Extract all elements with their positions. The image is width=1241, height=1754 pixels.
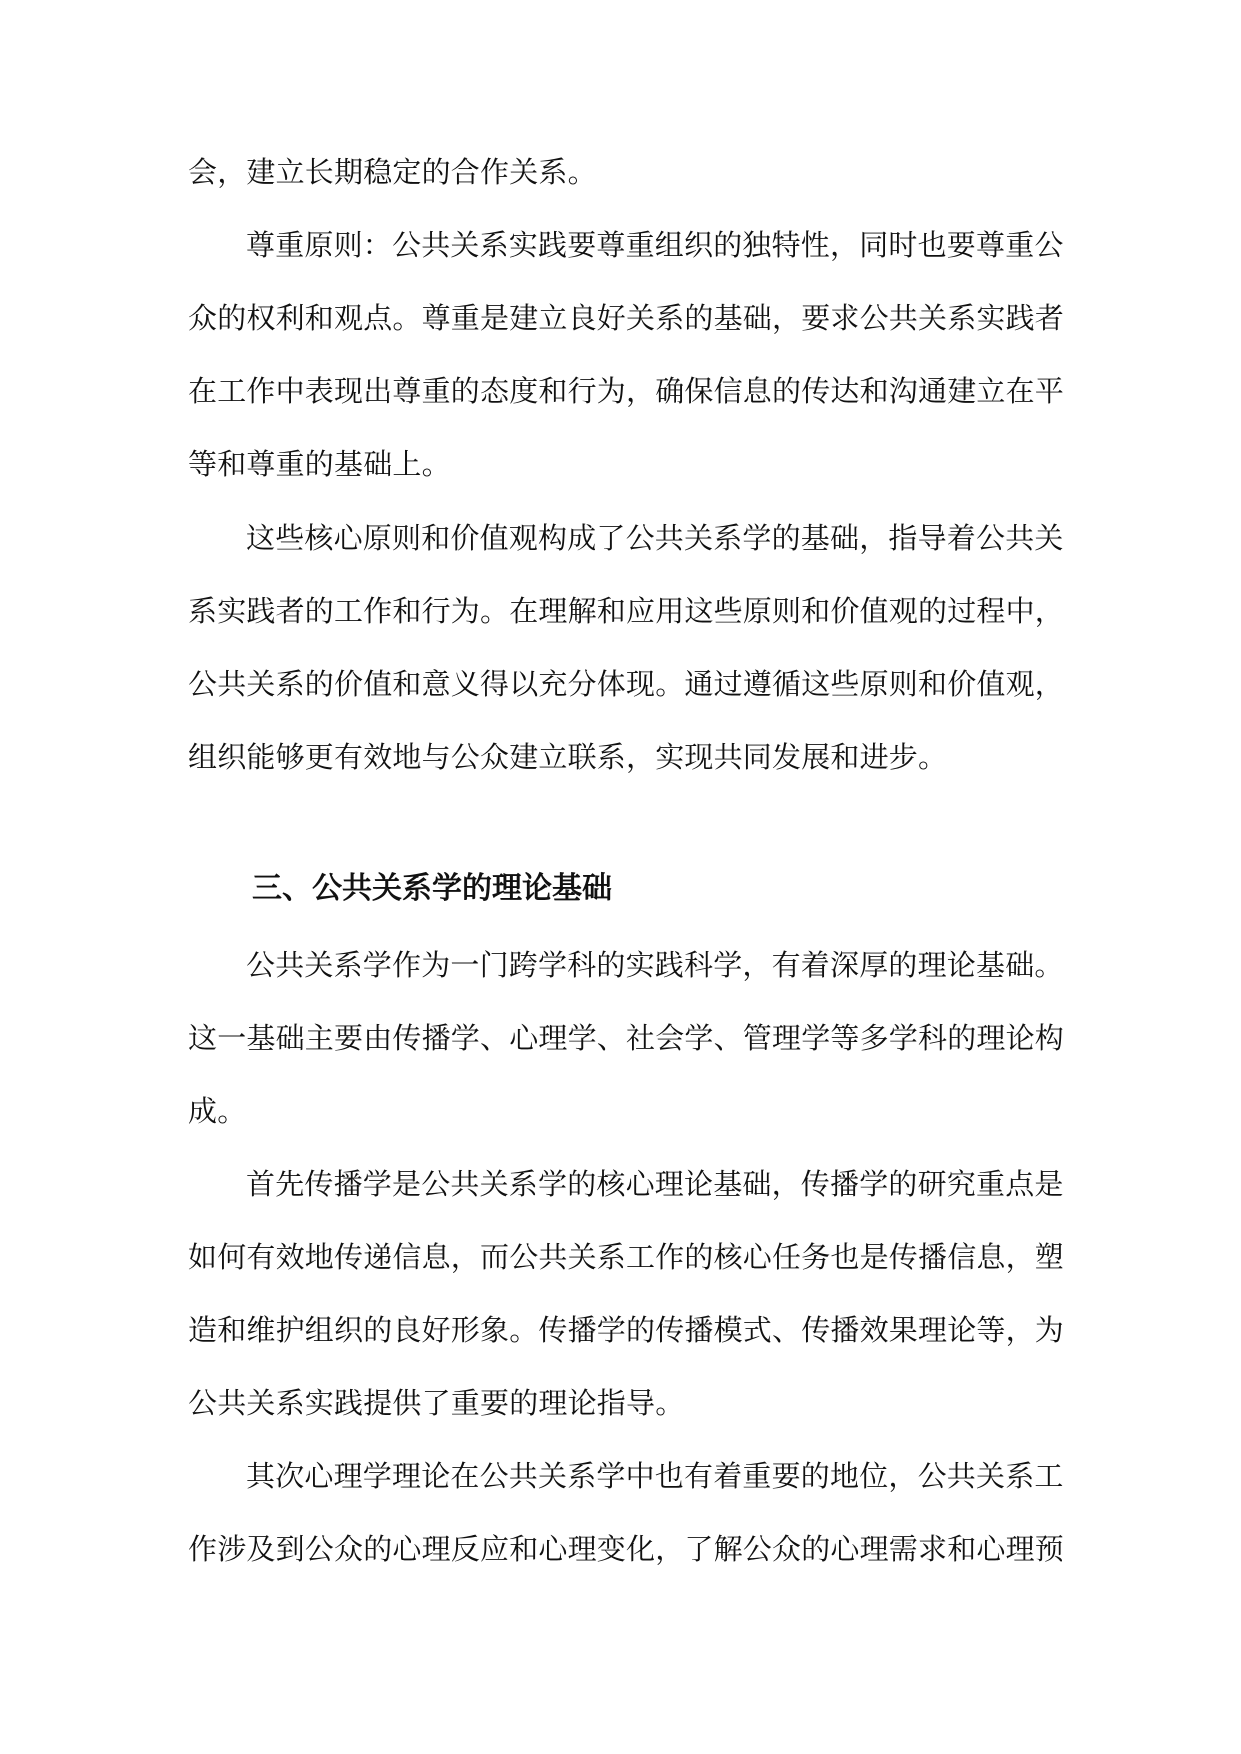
- paragraph-line: 在工作中表现出尊重的态度和行为，确保信息的传达和沟通建立在平: [188, 374, 1065, 408]
- section-heading: 三、公共关系学的理论基础: [252, 871, 612, 906]
- paragraph-line: 组织能够更有效地与公众建立联系，实现共同发展和进步。: [188, 740, 948, 774]
- paragraph-line: 会，建立长期稳定的合作关系。: [188, 155, 597, 189]
- paragraph-line: 众的权利和观点。尊重是建立良好关系的基础，要求公共关系实践者: [188, 301, 1065, 335]
- paragraph-line: 作涉及到公众的心理反应和心理变化，了解公众的心理需求和心理预: [188, 1532, 1065, 1566]
- paragraph-line: 造和维护组织的良好形象。传播学的传播模式、传播效果理论等，为: [188, 1313, 1065, 1347]
- paragraph-line: 尊重原则：公共关系实践要尊重组织的独特性，同时也要尊重公: [246, 228, 1064, 262]
- paragraph-line: 公共关系的价值和意义得以充分体现。通过遵循这些原则和价值观，: [188, 667, 1065, 701]
- paragraph-line: 公共关系学作为一门跨学科的实践科学，有着深厚的理论基础。: [246, 948, 1064, 982]
- paragraph-line: 系实践者的工作和行为。在理解和应用这些原则和价值观的过程中，: [188, 594, 1065, 628]
- paragraph-line: 等和尊重的基础上。: [188, 447, 451, 481]
- paragraph-line: 其次心理学理论在公共关系学中也有着重要的地位，公共关系工: [246, 1459, 1064, 1493]
- paragraph-line: 首先传播学是公共关系学的核心理论基础，传播学的研究重点是: [246, 1167, 1064, 1201]
- paragraph-line: 这些核心原则和价值观构成了公共关系学的基础，指导着公共关: [246, 521, 1064, 555]
- paragraph-line: 成。: [188, 1094, 247, 1128]
- paragraph-line: 如何有效地传递信息，而公共关系工作的核心任务也是传播信息，塑: [188, 1240, 1065, 1274]
- paragraph-line: 这一基础主要由传播学、心理学、社会学、管理学等多学科的理论构: [188, 1021, 1065, 1055]
- paragraph-line: 公共关系实践提供了重要的理论指导。: [188, 1386, 685, 1420]
